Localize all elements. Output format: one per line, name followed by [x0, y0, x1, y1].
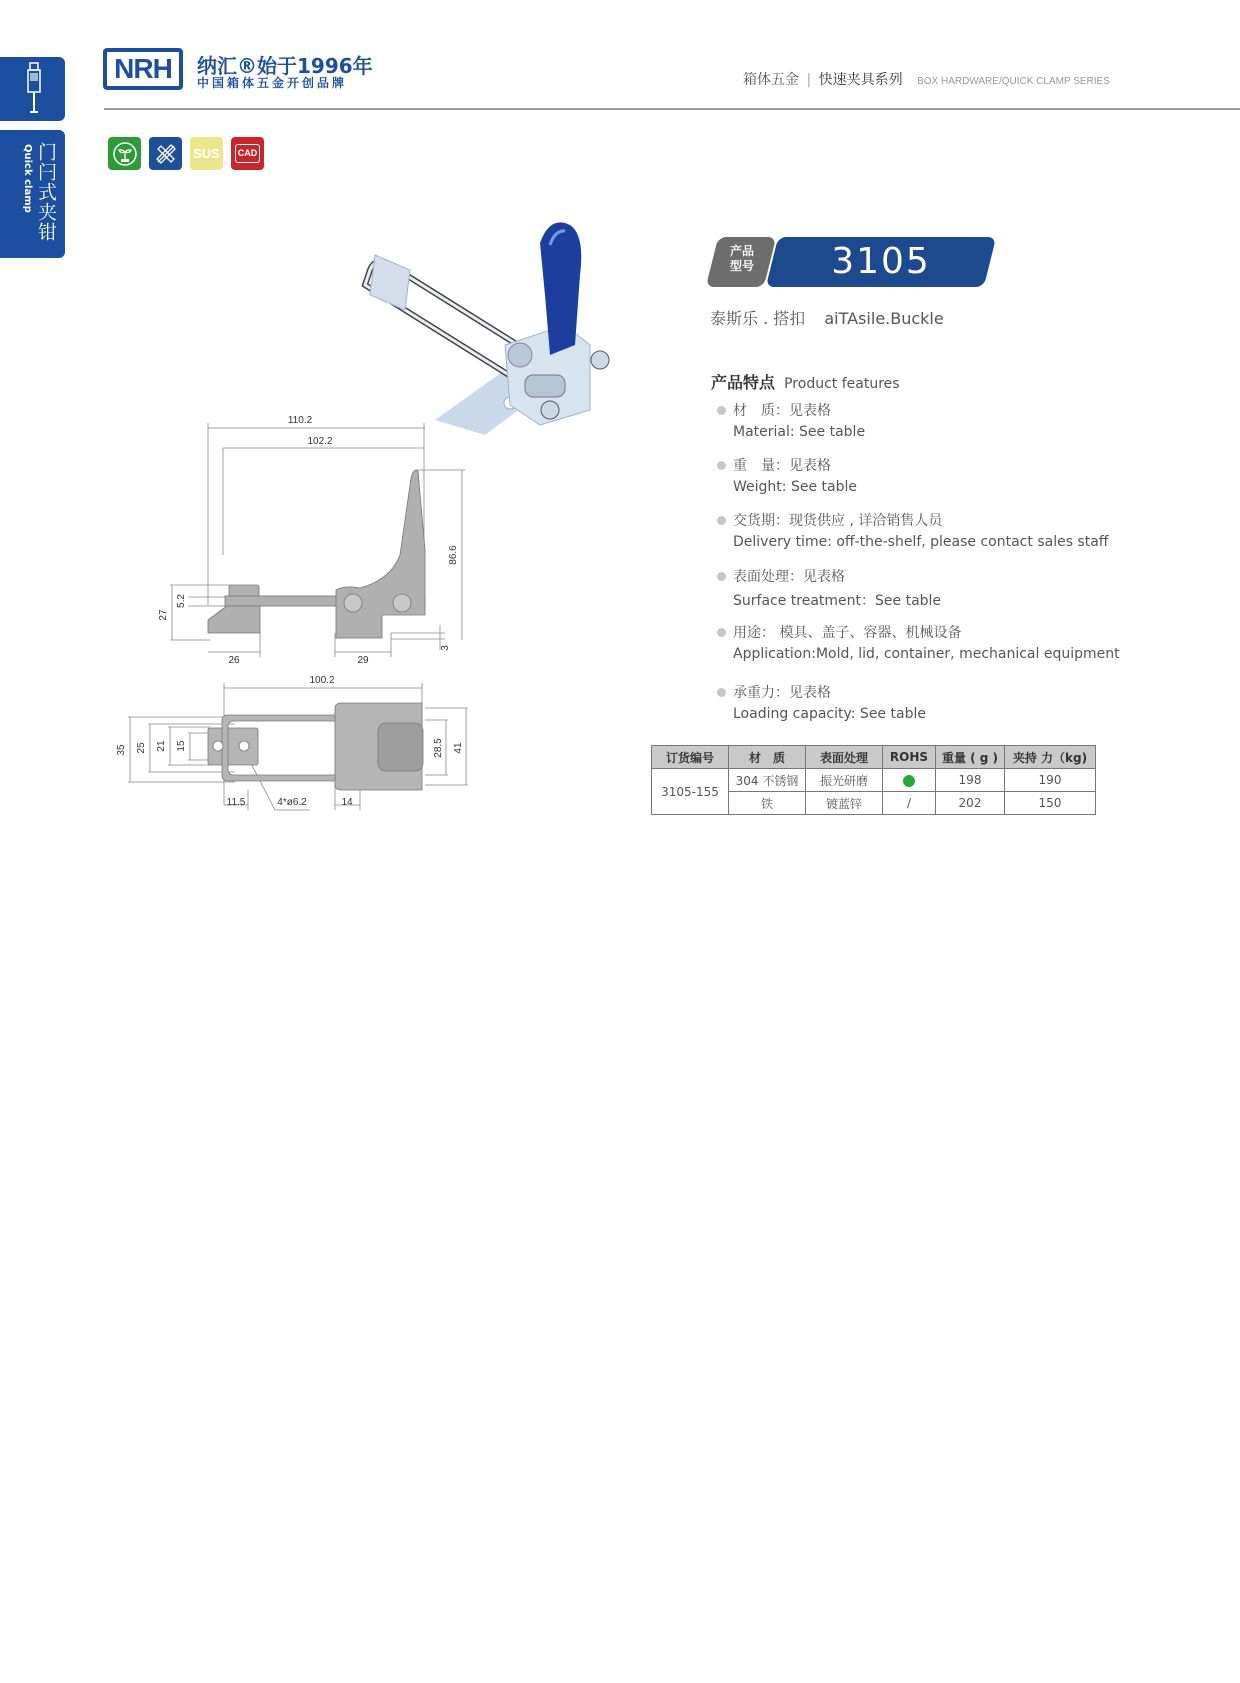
cell-rohs: / [883, 792, 936, 815]
svg-text:3: 3 [440, 645, 451, 651]
rohs-compliant-icon [903, 775, 915, 787]
category-cn: 门闩式夹钳 [35, 142, 57, 242]
cell-force: 150 [1005, 792, 1096, 815]
cell-weight: 198 [936, 769, 1005, 792]
bullet-icon [717, 406, 726, 415]
cell-rohs [883, 769, 936, 792]
svg-text:14: 14 [341, 797, 353, 808]
cell-surface: 镀蓝锌 [806, 792, 883, 815]
feature-cn: 材 质：见表格 [733, 403, 831, 419]
category-en: Quick clamp [22, 144, 33, 213]
logo-text: NRH [114, 53, 172, 84]
bullet-icon [717, 461, 726, 470]
cell-weight: 202 [936, 792, 1005, 815]
feature-cn: 承重力：见表格 [733, 685, 831, 701]
sidebar-tab-category[interactable] [0, 130, 65, 258]
sidebar-tab-product-type[interactable] [0, 57, 65, 121]
cell-force: 190 [1005, 769, 1096, 792]
model-label-line1: 产品 [729, 244, 754, 258]
ruler-pencil-icon [149, 137, 182, 170]
cell-material: 304 不锈钢 [729, 769, 806, 792]
spec-table [651, 745, 1096, 815]
brand-slogan: 中国箱体五金开创品牌 [197, 76, 348, 90]
col-weight: 重量 ( g ) [936, 746, 1005, 769]
product-name-cn: 泰斯乐 . 搭扣 [710, 309, 806, 328]
svg-text:26: 26 [228, 655, 240, 665]
feature-cn: 交货期：现货供应 , 详洽销售人员 [733, 513, 943, 529]
feature-en: Loading capacity: See table [733, 706, 926, 722]
svg-text:86.6: 86.6 [448, 545, 459, 565]
top-view-drawing [110, 665, 480, 815]
feature-cn: 重 量：见表格 [733, 458, 831, 474]
svg-text:21: 21 [156, 740, 167, 752]
product-name-en: aiTAsile.Buckle [824, 309, 944, 328]
side-view-drawing [150, 405, 480, 665]
col-order-code: 订货编号 [652, 746, 729, 769]
brand-logo [103, 48, 183, 90]
model-number: 3105 [831, 241, 931, 282]
cell-material: 铁 [729, 792, 806, 815]
cad-file-icon [231, 137, 264, 170]
section-breadcrumb [743, 69, 1110, 89]
col-rohs: ROHS [883, 746, 936, 769]
svg-text:5.2: 5.2 [176, 594, 187, 608]
feature-cn: 用途： 模具、盖子、容器、机械设备 [733, 625, 962, 641]
product-name [710, 306, 944, 329]
feature-en: Surface treatment：See table [733, 593, 942, 609]
svg-text:27: 27 [158, 609, 169, 621]
feature-badges [108, 137, 264, 170]
col-force: 夹持 力（kg) [1005, 746, 1096, 769]
features-title [711, 370, 900, 393]
section-en: BOX HARDWARE/QUICK CLAMP SERIES [917, 76, 1110, 87]
feature-en: Material: See table [733, 424, 866, 440]
feature-en: Application:Mold, lid, container, mechanical equipment [733, 646, 1120, 662]
svg-text:15: 15 [176, 740, 187, 752]
svg-text:4*ø6.2: 4*ø6.2 [277, 797, 307, 808]
bullet-icon [717, 628, 726, 637]
model-label-line2: 型号 [729, 259, 754, 273]
feature-en: Weight: See table [733, 479, 857, 495]
brand-tagline: 纳汇®始于1996年 [197, 54, 373, 78]
order-code: 3105-155 [652, 769, 729, 815]
col-surface: 表面处理 [806, 746, 883, 769]
svg-text:11.5: 11.5 [226, 797, 246, 808]
features-title-cn: 产品特点 [711, 373, 776, 392]
svg-text:29: 29 [357, 655, 369, 665]
svg-text:100.2: 100.2 [309, 675, 335, 686]
cad-label: CAD [235, 144, 261, 163]
clamp-icon [0, 57, 65, 121]
bullet-icon [717, 572, 726, 581]
bullet-icon [717, 688, 726, 697]
model-label [724, 244, 760, 274]
table-row [652, 769, 1096, 792]
header-divider [104, 108, 1240, 110]
svg-text:25: 25 [136, 742, 147, 754]
col-material: 材 质 [729, 746, 806, 769]
bullet-icon [717, 516, 726, 525]
breadcrumb-separator: | [806, 72, 812, 88]
svg-text:110.2: 110.2 [287, 415, 313, 426]
svg-text:41: 41 [453, 742, 464, 754]
feature-cn: 表面处理：见表格 [733, 569, 845, 585]
svg-text:102.2: 102.2 [307, 436, 333, 447]
feature-en: Delivery time: off-the-shelf, please contact sales staff [733, 534, 1109, 550]
features-title-en: Product features [784, 376, 900, 392]
table-header-row [652, 746, 1096, 769]
section-quick-clamp: 快速夹具系列 [818, 72, 903, 88]
cell-surface: 振光研磨 [806, 769, 883, 792]
sus-icon: SUS [190, 137, 223, 170]
svg-text:35: 35 [116, 744, 127, 756]
section-box-hardware: 箱体五金 [743, 72, 799, 88]
svg-text:28.5: 28.5 [433, 738, 444, 758]
eco-plant-icon [108, 137, 141, 170]
